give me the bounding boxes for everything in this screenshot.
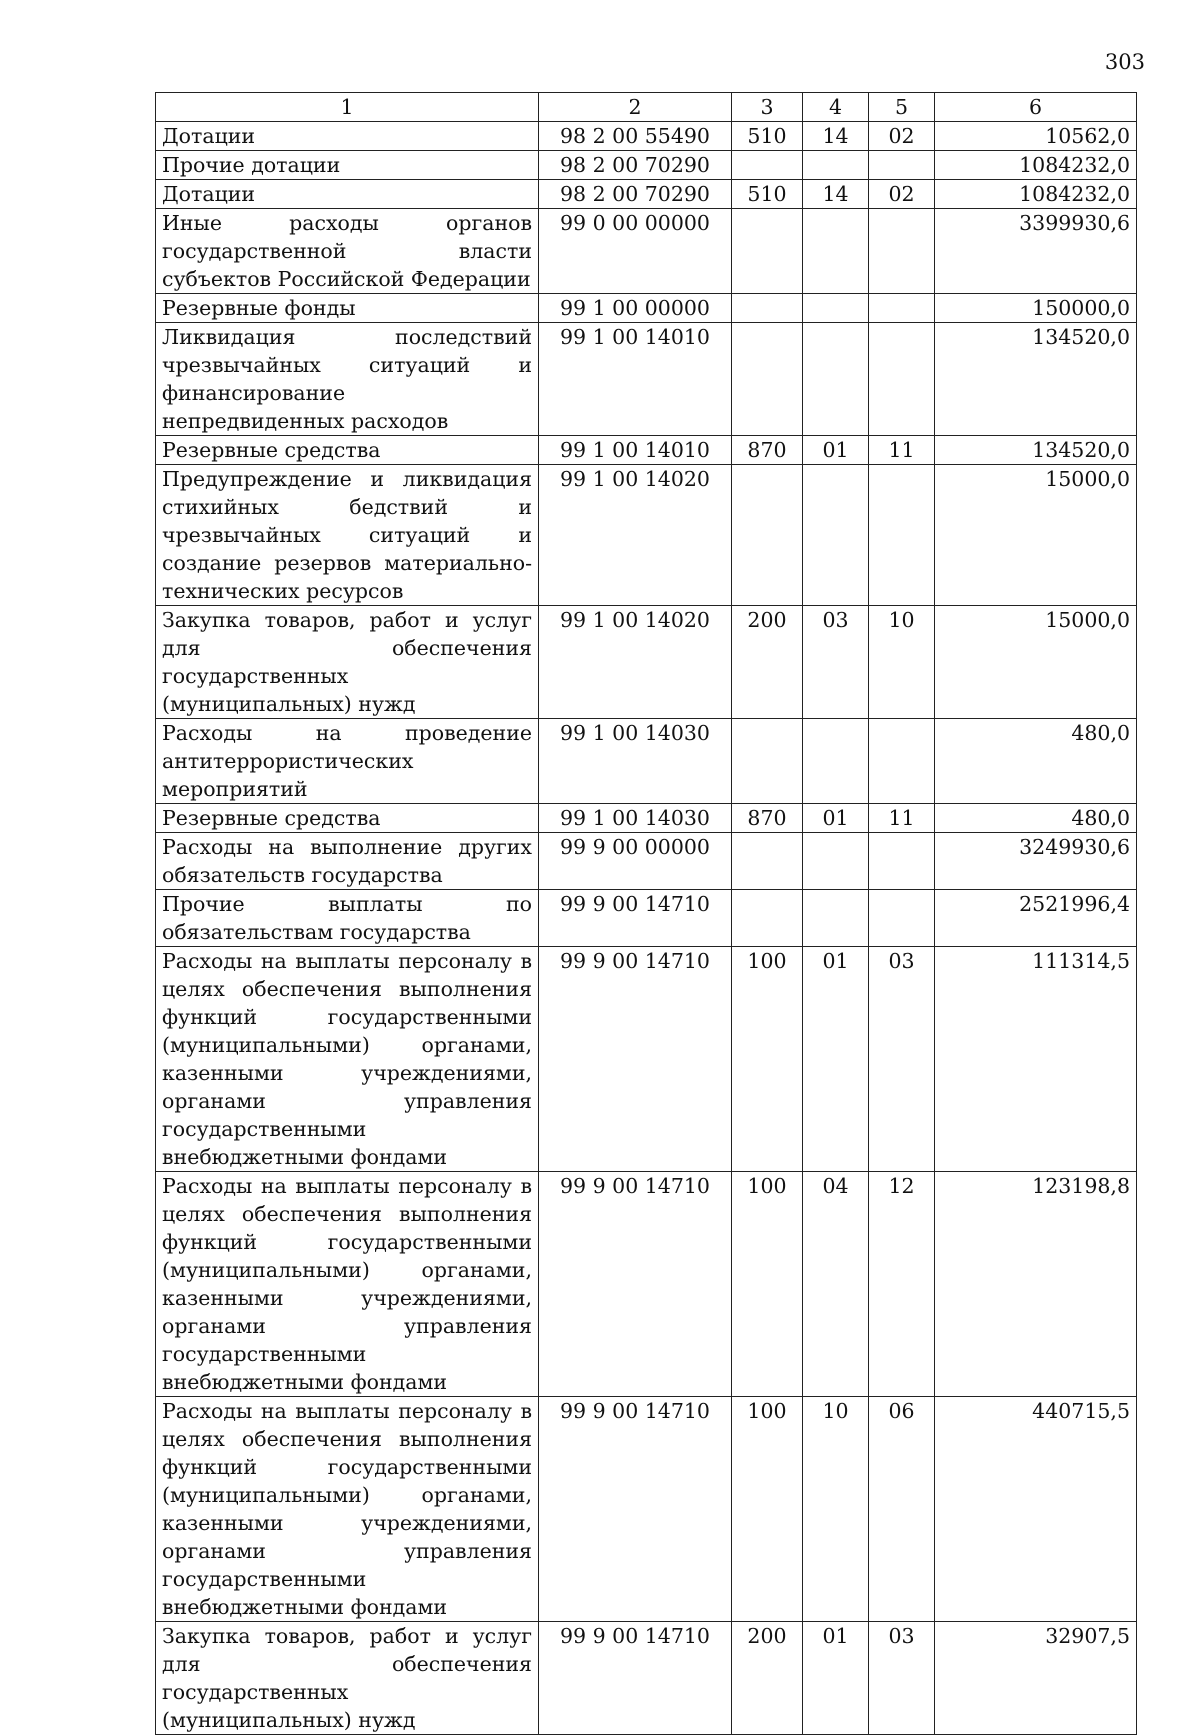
row-subsection-cell: 06: [869, 1397, 935, 1622]
row-name-cell: Прочие выплаты по обязательствам государства: [156, 890, 539, 947]
row-amount-cell: 15000,0: [935, 606, 1137, 719]
row-expense-type-cell: [732, 323, 803, 436]
row-subsection-cell: [869, 294, 935, 323]
row-expense-type-cell: [732, 209, 803, 294]
row-expense-type-cell: 100: [732, 1172, 803, 1397]
row-name-cell: Дотации: [156, 122, 539, 151]
row-section-cell: [803, 833, 869, 890]
budget-table: [155, 92, 1137, 1735]
row-name-cell: Закупка товаров, работ и услуг для обеспечения государственных (муниципальных) нужд: [156, 1622, 539, 1735]
header-row: [156, 93, 1137, 122]
row-section-cell: 03: [803, 606, 869, 719]
row-amount-cell: 150000,0: [935, 294, 1137, 323]
table-row: [156, 323, 1137, 436]
row-section-cell: 14: [803, 122, 869, 151]
row-code-cell: 99 1 00 14020: [539, 465, 732, 606]
row-subsection-cell: 10: [869, 606, 935, 719]
row-section-cell: 14: [803, 180, 869, 209]
row-subsection-cell: 02: [869, 122, 935, 151]
column-header-3: 3: [732, 93, 803, 122]
row-expense-type-cell: 200: [732, 606, 803, 719]
table-row: [156, 947, 1137, 1172]
row-amount-cell: 10562,0: [935, 122, 1137, 151]
row-expense-type-cell: 870: [732, 436, 803, 465]
row-subsection-cell: [869, 833, 935, 890]
row-section-cell: 01: [803, 947, 869, 1172]
row-subsection-cell: 03: [869, 1622, 935, 1735]
row-subsection-cell: [869, 465, 935, 606]
row-amount-cell: 480,0: [935, 719, 1137, 804]
row-amount-cell: 32907,5: [935, 1622, 1137, 1735]
row-section-cell: 01: [803, 804, 869, 833]
table-row: [156, 890, 1137, 947]
row-amount-cell: 111314,5: [935, 947, 1137, 1172]
row-name-cell: Расходы на проведение антитеррористических мероприятий: [156, 719, 539, 804]
row-expense-type-cell: 100: [732, 947, 803, 1172]
table-row: [156, 606, 1137, 719]
table-row: [156, 719, 1137, 804]
row-section-cell: 10: [803, 1397, 869, 1622]
page-number: 303: [1104, 50, 1145, 74]
row-expense-type-cell: [732, 465, 803, 606]
table-row: [156, 122, 1137, 151]
row-amount-cell: 3399930,6: [935, 209, 1137, 294]
row-name-cell: Расходы на выполнение других обязательств государства: [156, 833, 539, 890]
table-row: [156, 180, 1137, 209]
table-row: [156, 1397, 1137, 1622]
row-name-cell: Прочие дотации: [156, 151, 539, 180]
row-section-cell: [803, 151, 869, 180]
row-section-cell: [803, 209, 869, 294]
row-expense-type-cell: 200: [732, 1622, 803, 1735]
row-subsection-cell: [869, 151, 935, 180]
row-section-cell: 04: [803, 1172, 869, 1397]
row-subsection-cell: 11: [869, 436, 935, 465]
row-code-cell: 99 1 00 14010: [539, 436, 732, 465]
row-subsection-cell: [869, 719, 935, 804]
row-expense-type-cell: 510: [732, 122, 803, 151]
row-name-cell: Расходы на выплаты персоналу в целях обеспечения выполнения функций государственными (муниципальными) органами, казенными учреждениями, органами управления государственными внебюджетными фондами: [156, 947, 539, 1172]
row-code-cell: 98 2 00 70290: [539, 151, 732, 180]
row-name-cell: Предупреждение и ликвидация стихийных бедствий и чрезвычайных ситуаций и создание резервов материально-технических ресурсов: [156, 465, 539, 606]
row-section-cell: [803, 294, 869, 323]
column-header-1: 1: [156, 93, 539, 122]
row-subsection-cell: [869, 323, 935, 436]
row-expense-type-cell: 870: [732, 804, 803, 833]
row-name-cell: Закупка товаров, работ и услуг для обеспечения государственных (муниципальных) нужд: [156, 606, 539, 719]
table-body: [156, 122, 1137, 1735]
row-amount-cell: 15000,0: [935, 465, 1137, 606]
row-code-cell: 99 1 00 14030: [539, 719, 732, 804]
table-row: [156, 209, 1137, 294]
row-name-cell: Иные расходы органов государственной власти субъектов Российской Федерации: [156, 209, 539, 294]
row-name-cell: Расходы на выплаты персоналу в целях обеспечения выполнения функций государственными (муниципальными) органами, казенными учреждениями, органами управления государственными внебюджетными фондами: [156, 1172, 539, 1397]
table-row: [156, 1172, 1137, 1397]
row-code-cell: 99 9 00 00000: [539, 833, 732, 890]
row-expense-type-cell: [732, 833, 803, 890]
table-row: [156, 1622, 1137, 1735]
row-code-cell: 99 1 00 14010: [539, 323, 732, 436]
column-header-5: 5: [869, 93, 935, 122]
row-subsection-cell: [869, 209, 935, 294]
row-subsection-cell: 02: [869, 180, 935, 209]
table-row: [156, 294, 1137, 323]
row-amount-cell: 2521996,4: [935, 890, 1137, 947]
row-section-cell: 01: [803, 436, 869, 465]
row-code-cell: 99 9 00 14710: [539, 890, 732, 947]
row-amount-cell: 134520,0: [935, 436, 1137, 465]
column-header-2: 2: [539, 93, 732, 122]
row-expense-type-cell: 510: [732, 180, 803, 209]
row-section-cell: [803, 719, 869, 804]
row-subsection-cell: 03: [869, 947, 935, 1172]
column-header-4: 4: [803, 93, 869, 122]
row-code-cell: 99 9 00 14710: [539, 947, 732, 1172]
table-row: [156, 436, 1137, 465]
row-code-cell: 99 0 00 00000: [539, 209, 732, 294]
row-code-cell: 99 1 00 14020: [539, 606, 732, 719]
row-expense-type-cell: [732, 719, 803, 804]
row-expense-type-cell: 100: [732, 1397, 803, 1622]
row-code-cell: 98 2 00 70290: [539, 180, 732, 209]
row-code-cell: 99 9 00 14710: [539, 1397, 732, 1622]
row-code-cell: 99 1 00 14030: [539, 804, 732, 833]
row-name-cell: Резервные фонды: [156, 294, 539, 323]
row-amount-cell: 1084232,0: [935, 151, 1137, 180]
row-subsection-cell: 12: [869, 1172, 935, 1397]
row-section-cell: [803, 323, 869, 436]
row-name-cell: Дотации: [156, 180, 539, 209]
row-name-cell: Ликвидация последствий чрезвычайных ситуаций и финансирование непредвиденных расходов: [156, 323, 539, 436]
row-subsection-cell: 11: [869, 804, 935, 833]
row-amount-cell: 134520,0: [935, 323, 1137, 436]
row-expense-type-cell: [732, 151, 803, 180]
row-amount-cell: 480,0: [935, 804, 1137, 833]
row-expense-type-cell: [732, 294, 803, 323]
table-header: [156, 93, 1137, 122]
table-row: [156, 465, 1137, 606]
row-code-cell: 99 9 00 14710: [539, 1622, 732, 1735]
row-section-cell: 01: [803, 1622, 869, 1735]
row-amount-cell: 3249930,6: [935, 833, 1137, 890]
row-amount-cell: 440715,5: [935, 1397, 1137, 1622]
row-amount-cell: 1084232,0: [935, 180, 1137, 209]
row-expense-type-cell: [732, 890, 803, 947]
row-amount-cell: 123198,8: [935, 1172, 1137, 1397]
table-row: [156, 151, 1137, 180]
row-code-cell: 99 9 00 14710: [539, 1172, 732, 1397]
row-code-cell: 99 1 00 00000: [539, 294, 732, 323]
row-name-cell: Резервные средства: [156, 804, 539, 833]
row-name-cell: Резервные средства: [156, 436, 539, 465]
table-row: [156, 804, 1137, 833]
row-section-cell: [803, 890, 869, 947]
row-section-cell: [803, 465, 869, 606]
row-code-cell: 98 2 00 55490: [539, 122, 732, 151]
column-header-6: 6: [935, 93, 1137, 122]
row-subsection-cell: [869, 890, 935, 947]
row-name-cell: Расходы на выплаты персоналу в целях обеспечения выполнения функций государственными (муниципальными) органами, казенными учреждениями, органами управления государственными внебюджетными фондами: [156, 1397, 539, 1622]
table-row: [156, 833, 1137, 890]
